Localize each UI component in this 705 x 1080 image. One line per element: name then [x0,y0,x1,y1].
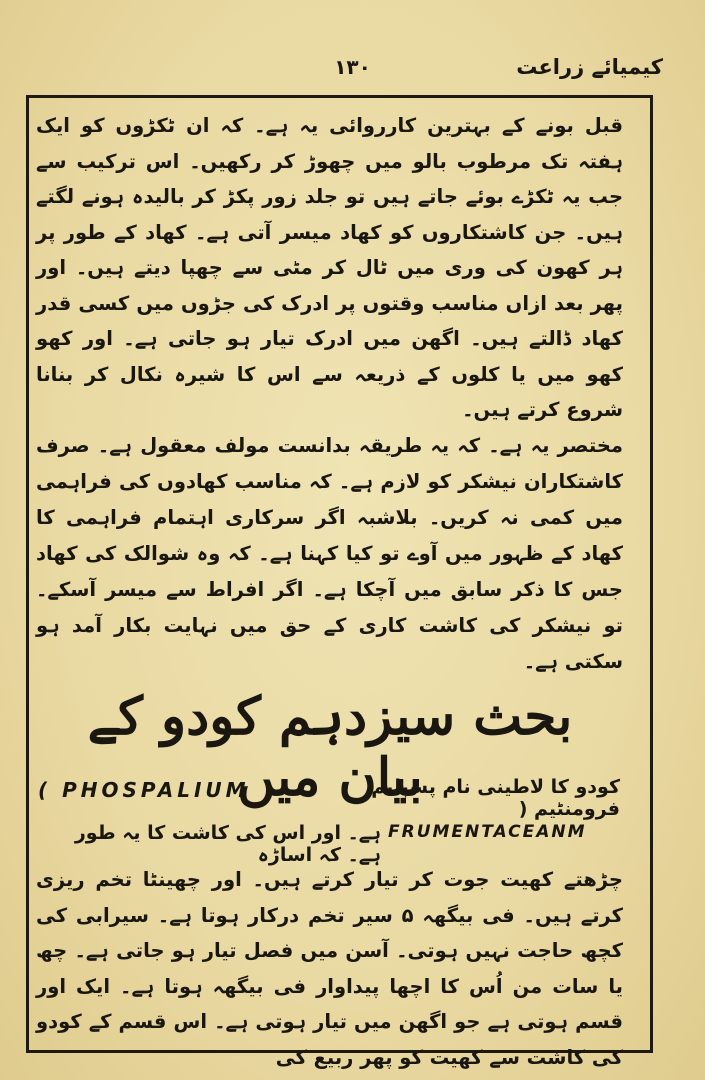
page-header [30,55,675,89]
latin-name-2: FRUMENTACEANM [388,822,587,842]
running-title: کیمیائے زراعت [516,55,663,79]
latin-name-1: ( PHOSPALIUM [38,778,250,802]
paragraph-2: مختصر یہ ہے۔ کہ یہ طریقہ بدانست مولف معقول ہے۔ صرف کاشتکاران نیشکر کو لازم ہے۔ کہ مناسب کھادوں کی فراہمی میں کمی نہ کریں۔ بلاشبہ اگر سرکاری اہتمام فراہمی کا کھاد کے ظہور میں آوے تو کیا کہنا ہے۔ کہ وہ شوالک کی کھاد جس کا ذکر سابق میں آچکا ہے۔ اگر افراط سے میسر آسکے۔ تو نیشکر کی کاشت کاری کے حق میں نہایت بکار آمد ہو سکتی ہے۔ [36,434,623,673]
intro-line: کودو کا لاطینی نام پسپلیم فرومنٹیم ( [371,776,620,820]
intro-continuation: ہے۔ اور اس کی کاشت کا یہ طور ہے۔ کہ اساڑہ [74,822,381,866]
chapter-heading: بحث سیزدہم کودو کے بیان میں [87,686,573,808]
paragraph-1: قبل بونے کے بہترین کارروائی یہ ہے۔ کہ ان ٹکڑوں کو ایک ہفتہ تک مرطوب بالو میں چھوڑ کر رکھیں۔ اس ترکیب سے جب یہ ٹکڑے بوئے جاتے ہیں تو جلد زور پکڑ کر بالیدہ ہونے لگتے ہیں۔ جن کاشتکاروں کو کھاد میسر آتی ہے۔ کھاد کے طور پر ہر کھون کی وری میں ٹال کر مٹی سے چھپا دیتے ہیں۔ اور پھر بعد ازاں مناسب وقتوں پر ادرک کی جڑوں میں کسی قدر کھاد ڈالتے ہیں۔ اگھن میں ادرک تیار ہو جاتی ہے۔ اور کھو کھو میں یا کلوں کے ذریعہ سے اس کا شیرہ نکال کر بنانا شروع کرتے ہیں۔ [36,114,623,421]
paragraph-3: چڑھتے کھیت جوت کر تیار کرتے ہیں۔ اور چھینٹا تخم ریزی کرتے ہیں۔ فی بیگھہ ۵ سیر تخم درکار ہوتا ہے۔ سیرابی کی کچھ حاجت نہیں ہوتی۔ آسن میں فصل تیار ہو جاتی ہے۔ چھ یا سات من اُس کا اچھا پیداوار فی بیگھہ ہوتا ہے۔ ایک اور قسم ہوتی ہے جو اگھن میں تیار ہوتی ہے۔ اس قسم کے کودو کی کاشت سے کھیت کو پھر ربیع کی [36,868,623,1069]
page-number: ۱۳۰ [334,55,371,79]
